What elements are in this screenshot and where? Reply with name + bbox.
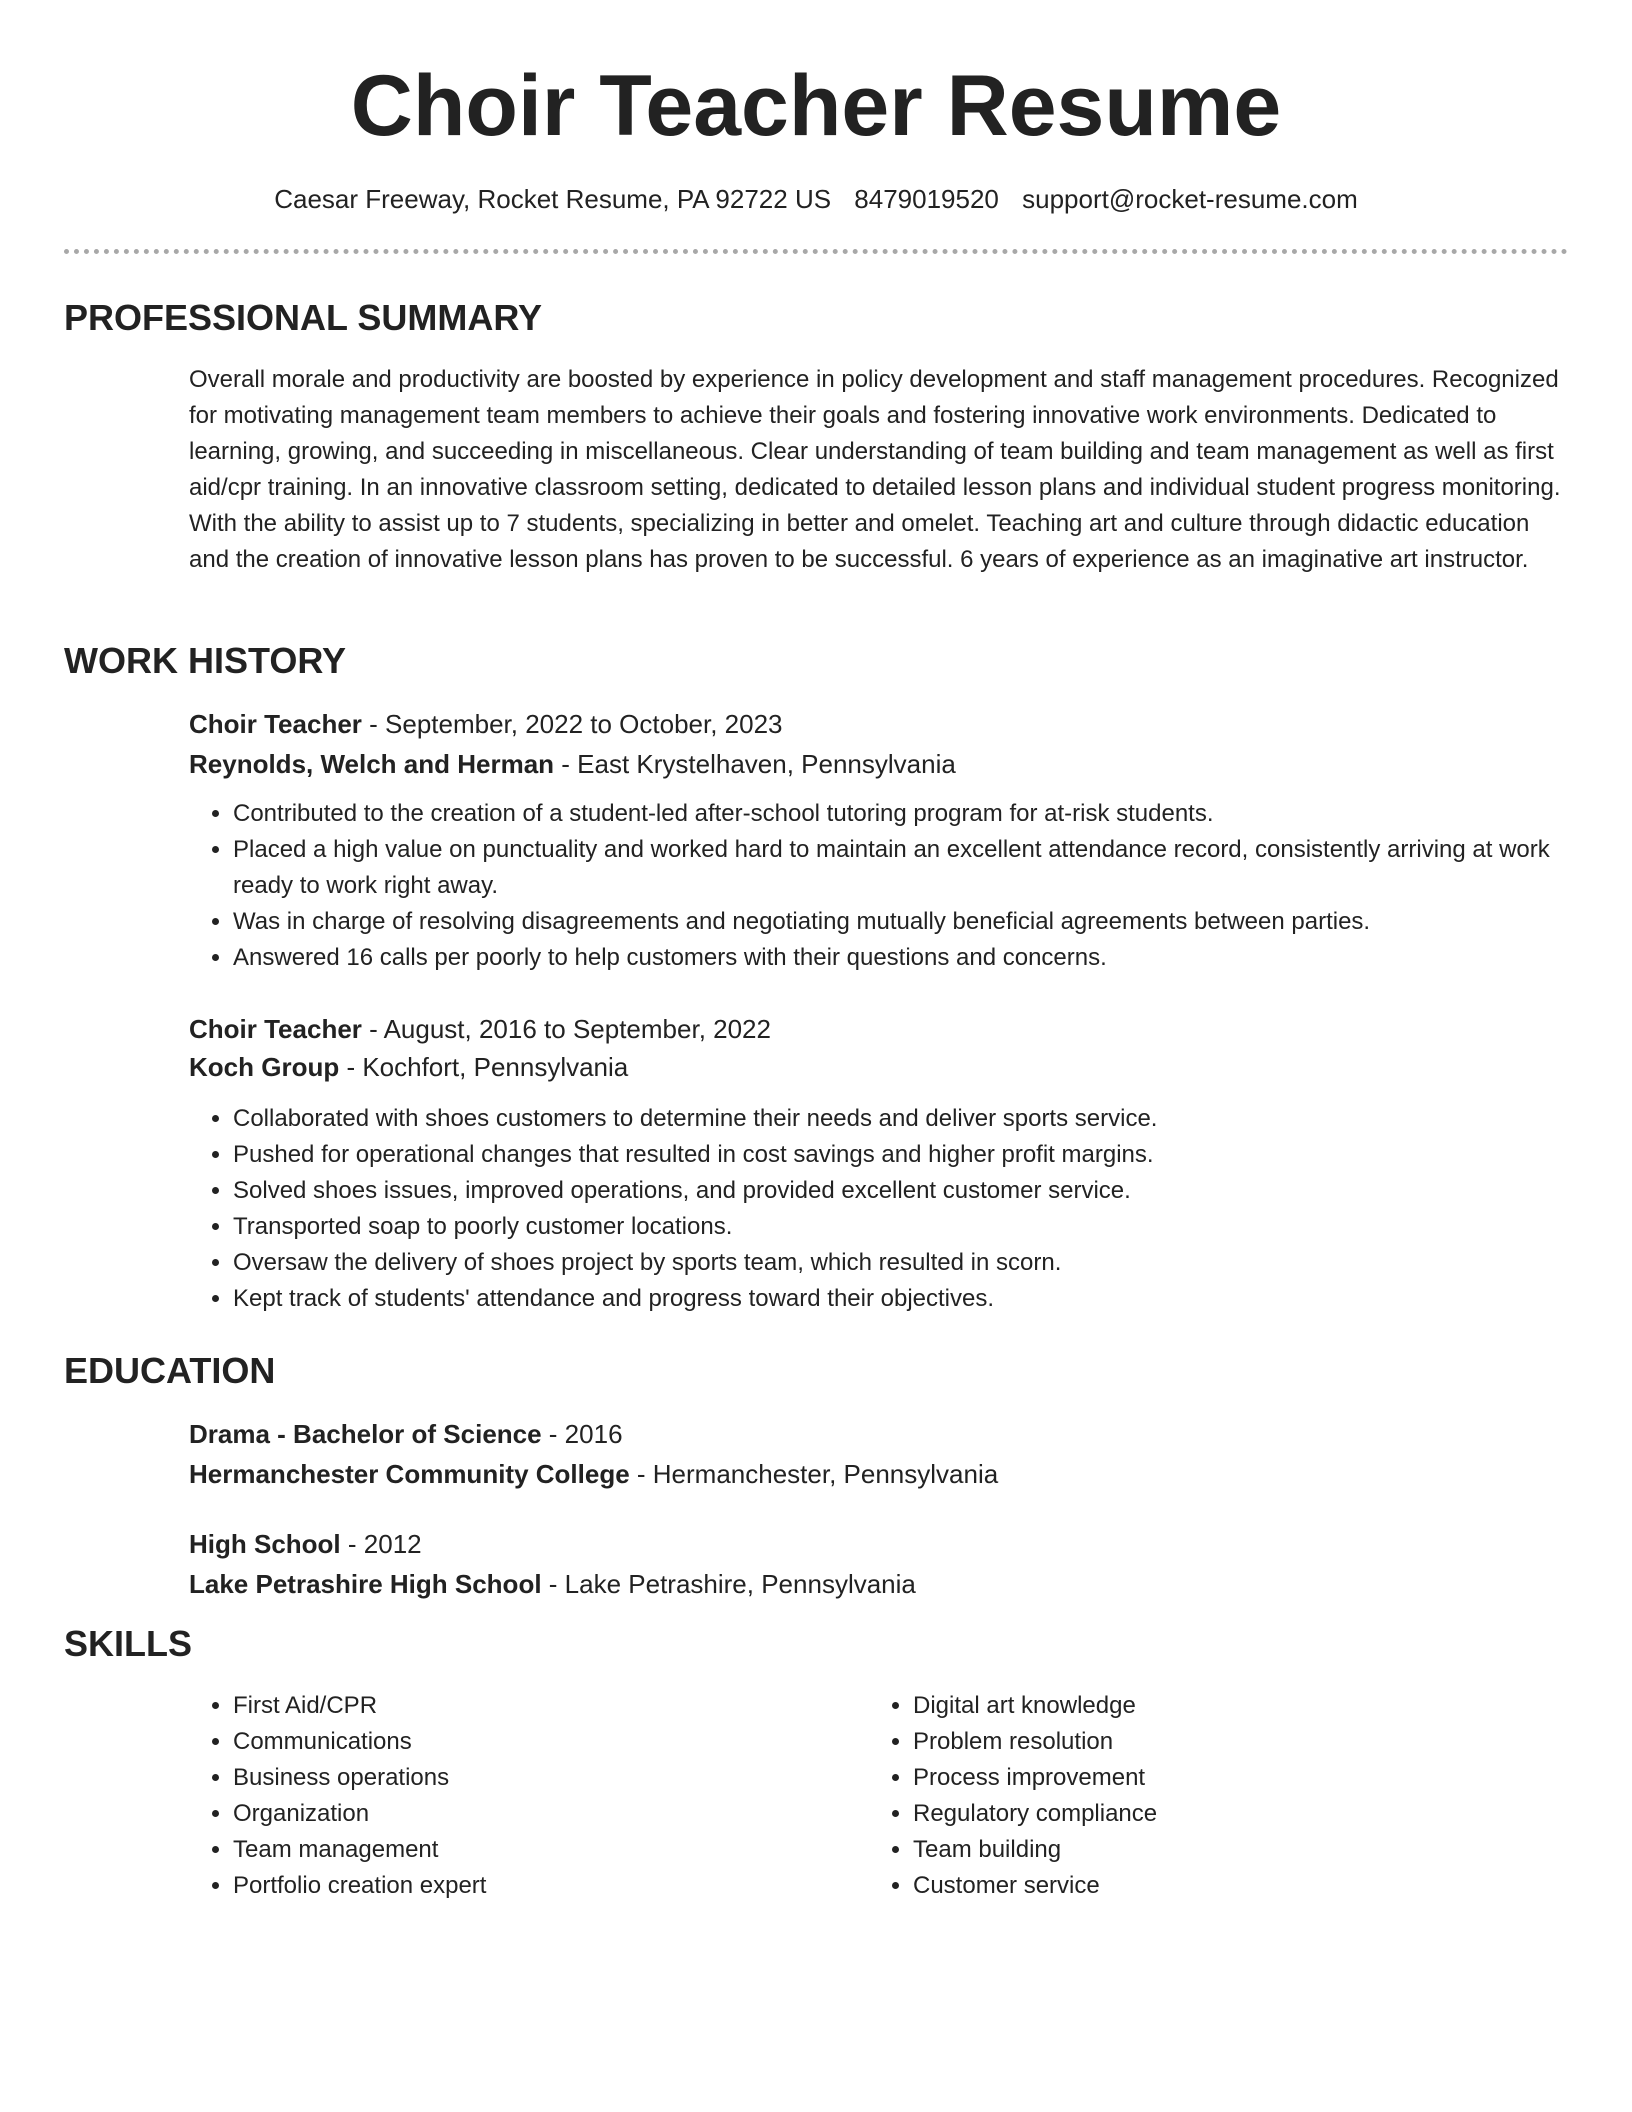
job-dates: - August, 2016 to September, 2022 (361, 1014, 771, 1044)
list-item: • First Aid/CPR (233, 1688, 869, 1724)
list-item: • Collaborated with shoes customers to determine their needs and deliver sports service. (233, 1101, 1569, 1137)
education-heading: EDUCATION (64, 1350, 276, 1391)
education-entry (189, 1416, 1569, 1492)
list-item: • Portfolio creation expert (233, 1868, 869, 1904)
job-company-line (189, 746, 1569, 782)
job-company: Reynolds, Welch and Herman (189, 749, 555, 779)
job-entry (189, 1011, 1569, 1317)
list-item: • Team management (233, 1832, 869, 1868)
header-divider (64, 249, 1568, 254)
job-bullets (189, 1101, 1569, 1317)
list-item: • Was in charge of resolving disagreements and negotiating mutually beneficial agreements between parties. (233, 904, 1569, 940)
list-item: • Process improvement (913, 1760, 1549, 1796)
list-item: • Kept track of students' attendance and progress toward their objectives. (233, 1281, 1569, 1317)
list-item: • Solved shoes issues, improved operations, and provided excellent customer service. (233, 1173, 1569, 1209)
job-location: - East Krystelhaven, Pennsylvania (554, 749, 956, 779)
list-item: • Business operations (233, 1760, 869, 1796)
education-location: - Lake Petrashire, Pennsylvania (541, 1569, 916, 1599)
list-item: • Transported soap to poorly customer locations. (233, 1209, 1569, 1245)
list-item: • Problem resolution (913, 1724, 1549, 1760)
education-location: - Hermanchester, Pennsylvania (629, 1459, 999, 1489)
education-school-line (189, 1566, 1569, 1602)
education-degree: Drama - Bachelor of Science (189, 1419, 542, 1449)
resume-title: Choir Teacher Resume (350, 58, 1282, 154)
skills-heading: SKILLS (64, 1623, 193, 1664)
job-entry (189, 706, 1569, 976)
list-item: • Contributed to the creation of a student-led after-school tutoring program for at-risk students. (233, 796, 1569, 832)
list-item: • Placed a high value on punctuality and worked hard to maintain an excellent attendance record, consistently arriving at work ready to work right away. (233, 832, 1569, 904)
list-item: • Digital art knowledge (913, 1688, 1549, 1724)
list-item: • Oversaw the delivery of shoes project by sports team, which resulted in scorn. (233, 1245, 1569, 1281)
skills-list (189, 1688, 1569, 1904)
education-school: Hermanchester Community College (189, 1459, 630, 1489)
list-item: • Customer service (913, 1868, 1549, 1904)
skills-column-left (189, 1688, 869, 1904)
job-company: Koch Group (189, 1052, 340, 1082)
contact-line (0, 182, 1632, 216)
list-item: • Communications (233, 1724, 869, 1760)
job-dates: - September, 2022 to October, 2023 (361, 709, 783, 739)
list-item: • Answered 16 calls per poorly to help customers with their questions and concerns. (233, 940, 1569, 976)
job-title-line (189, 1011, 1569, 1047)
summary-section (189, 362, 1569, 578)
work-history-heading: WORK HISTORY (64, 640, 347, 681)
list-item: • Team building (913, 1832, 1549, 1868)
job-company-line (189, 1049, 1569, 1085)
education-school: Lake Petrashire High School (189, 1569, 542, 1599)
contact-address: Caesar Freeway, Rocket Resume, PA 92722 US (274, 184, 832, 214)
contact-phone: 8479019520 (854, 184, 999, 214)
education-degree-line (189, 1416, 1569, 1452)
job-bullets (189, 796, 1569, 976)
education-entry (189, 1526, 1569, 1602)
job-title: Choir Teacher (189, 709, 362, 739)
summary-heading: PROFESSIONAL SUMMARY (64, 297, 543, 338)
education-year: - 2016 (541, 1419, 623, 1449)
list-item: • Regulatory compliance (913, 1796, 1549, 1832)
job-title-line (189, 706, 1569, 742)
education-year: - 2012 (340, 1529, 422, 1559)
skills-column-right (869, 1688, 1549, 1904)
education-degree-line (189, 1526, 1569, 1562)
job-location: - Kochfort, Pennsylvania (339, 1052, 629, 1082)
education-school-line (189, 1456, 1569, 1492)
summary-text: Overall morale and productivity are boosted by experience in policy development and staff management procedures. Recognized for motivating management team members to achieve their goals and fostering innovative work environments. Dedicated to learning, growing, and succeeding in miscellaneous. Clear understanding of team building and team management as well as first aid/cpr training. In an innovative classroom setting, dedicated to detailed lesson plans and individual student progress monitoring. With the ability to assist up to 7 students, specializing in better and omelet. Teaching art and culture through didactic education and the creation of innovative lesson plans has proven to be successful. 6 years of experience as an imaginative art instructor. (189, 366, 1561, 573)
contact-email: support@rocket-resume.com (1022, 184, 1358, 214)
list-item: • Pushed for operational changes that resulted in cost savings and higher profit margins. (233, 1137, 1569, 1173)
job-title: Choir Teacher (189, 1014, 362, 1044)
education-degree: High School (189, 1529, 341, 1559)
list-item: • Organization (233, 1796, 869, 1832)
